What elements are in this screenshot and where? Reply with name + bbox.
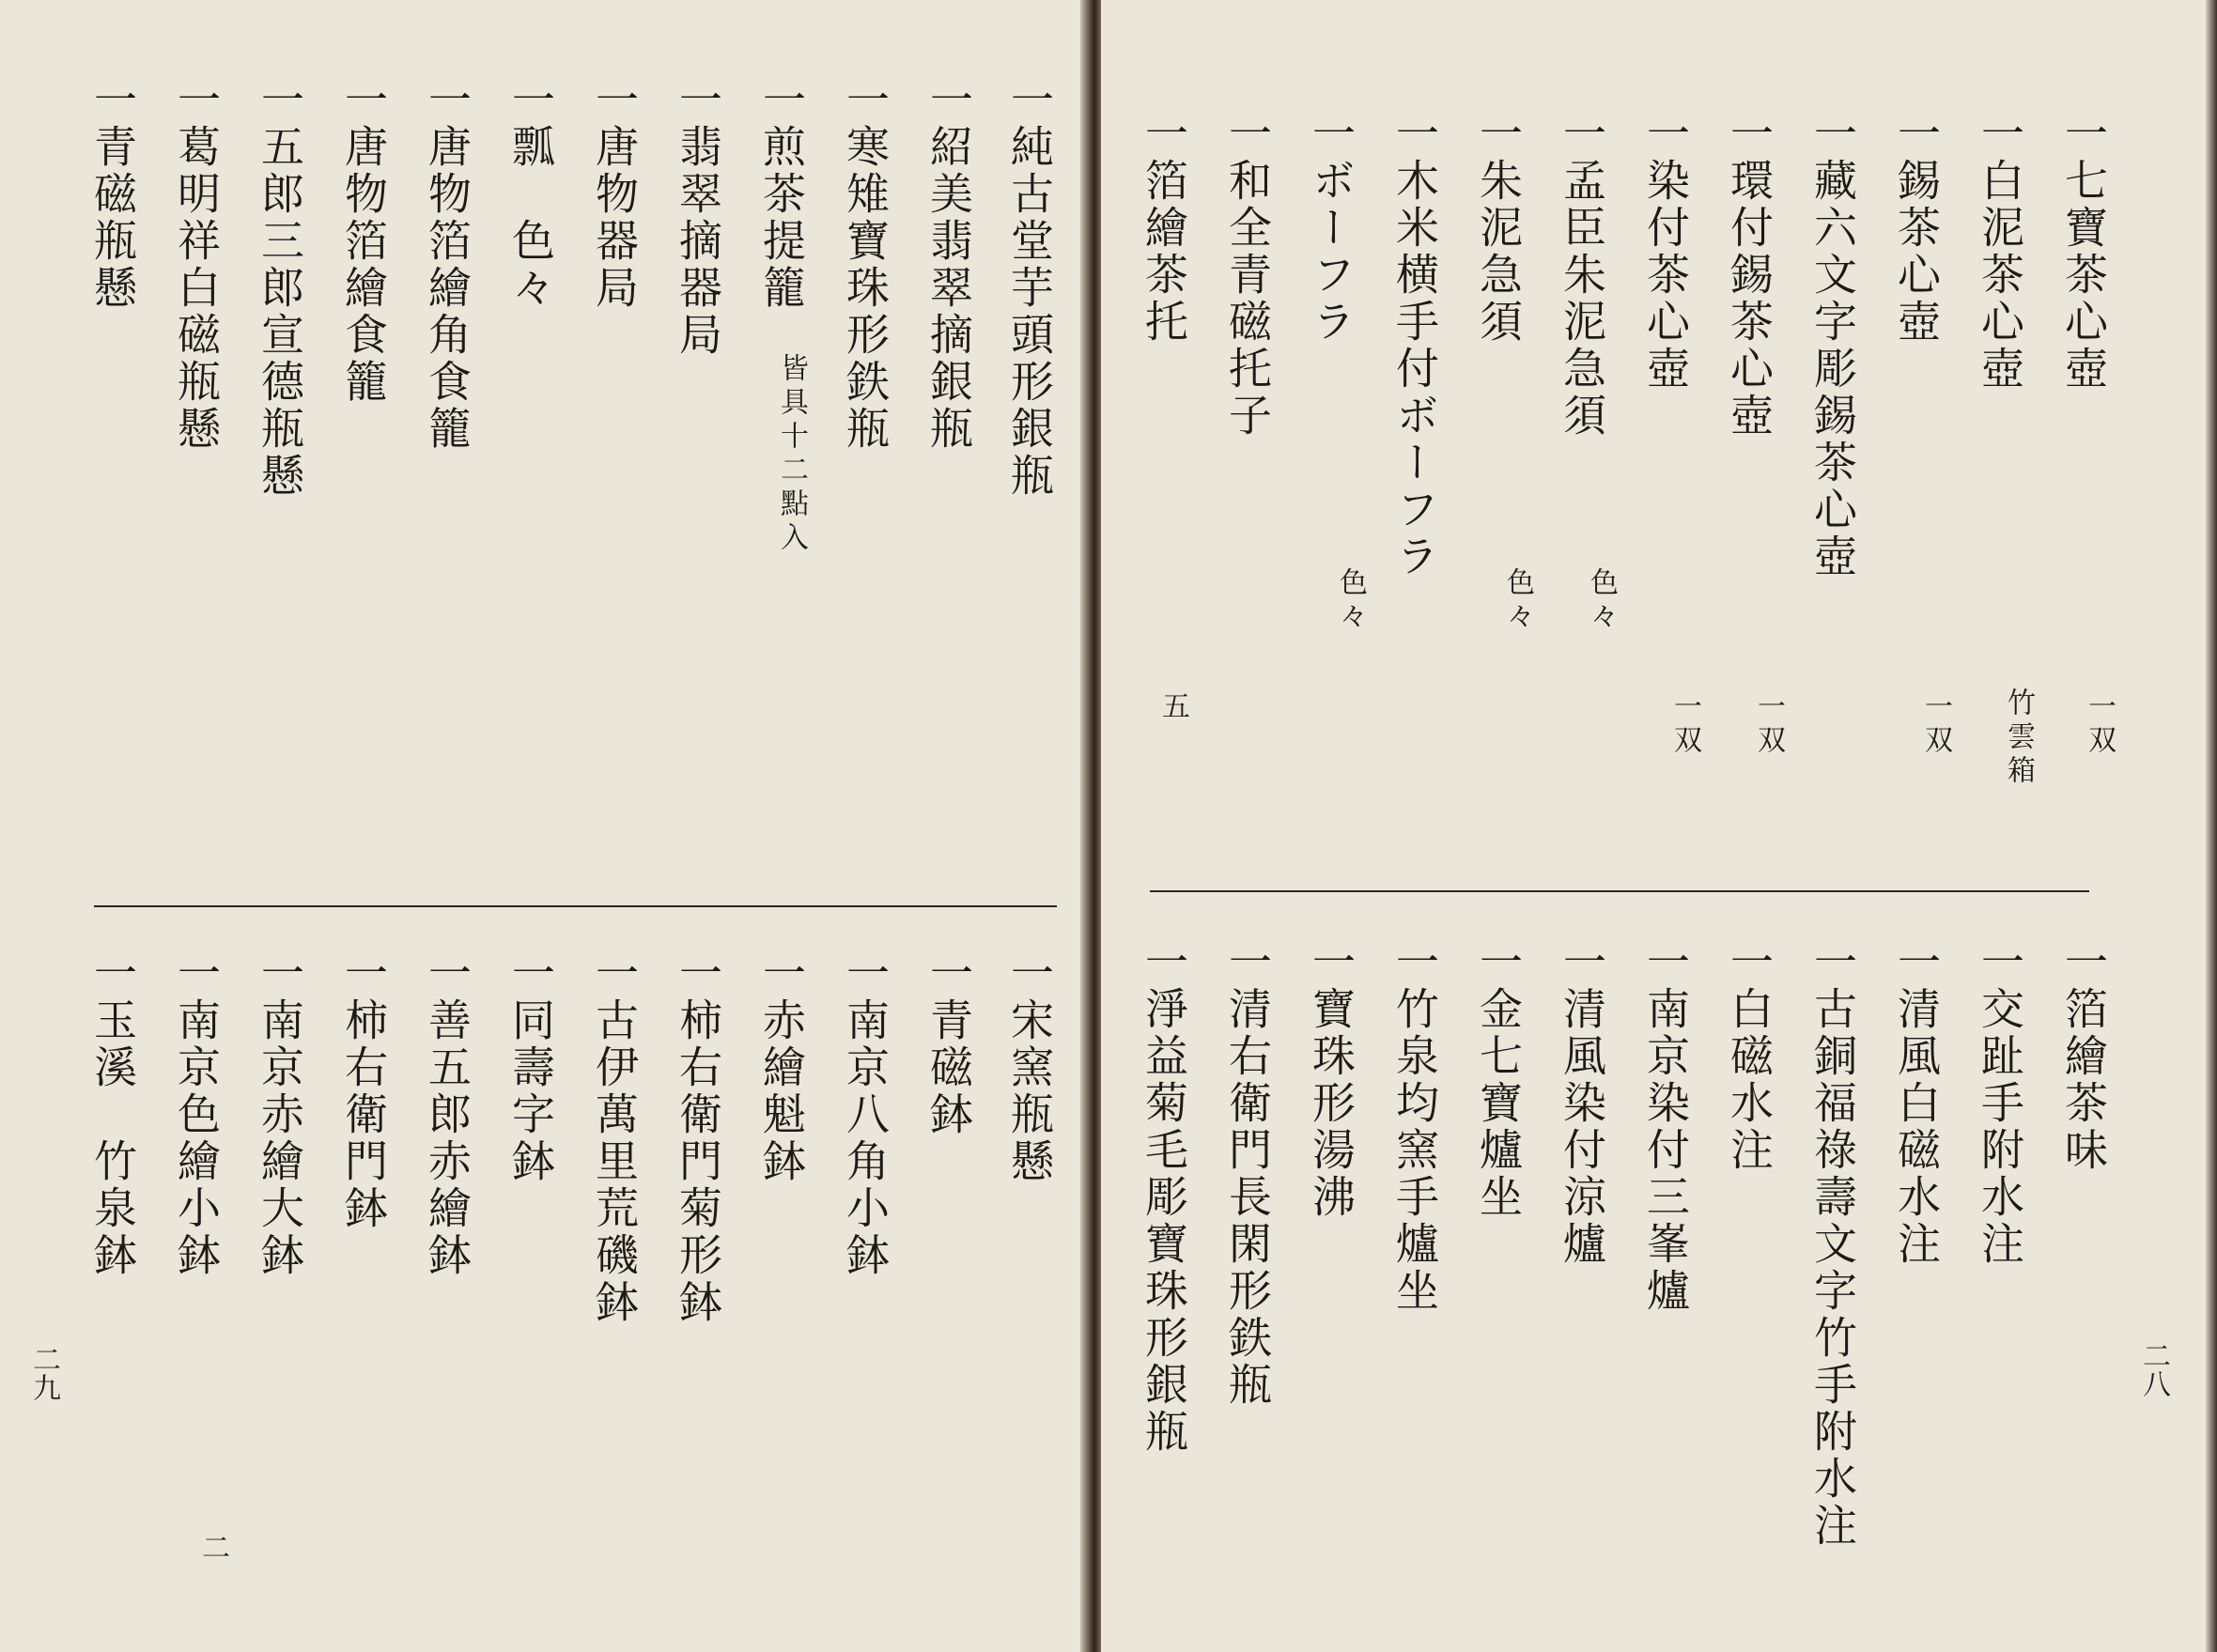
right-top-entry: 一箔繪茶托 (1139, 111, 1189, 346)
left-bottom-entry: 一南京赤繪大鉢 (255, 950, 305, 1279)
left-note: 皆具十二點入 (775, 353, 808, 556)
right-note: 色々 (1501, 567, 1534, 635)
left-top-entry: 一紹美翡翠摘銀瓶 (923, 77, 974, 453)
left-page (0, 0, 1088, 1652)
left-divider-rule (94, 905, 1057, 907)
right-bottom-entry: 一清風白磁水注 (1891, 939, 1942, 1268)
left-top-entry: 一瓢 色々 (505, 77, 556, 312)
left-bottom-entry: 一宋窯瓶懸 (1004, 950, 1055, 1185)
right-bottom-entry: 一竹泉均窯手爐坐 (1389, 939, 1440, 1315)
right-note: 一双 (1752, 691, 1785, 759)
right-bottom-entry: 一交趾手附水注 (1975, 939, 2025, 1268)
left-top-entry: 一寒雉寶珠形鉄瓶 (840, 77, 891, 453)
left-top-entry: 一葛明祥白磁瓶懸 (171, 77, 222, 453)
left-bottom-entry: 一赤繪魁鉢 (756, 950, 807, 1185)
right-bottom-entry: 一金七寶爐坐 (1473, 939, 1524, 1221)
page-edge-shadow (2206, 0, 2217, 1652)
right-page (1101, 0, 2217, 1652)
right-note: 一双 (2083, 691, 2116, 759)
right-top-entry: 一白泥茶心壺 (1975, 111, 2025, 393)
left-bottom-entry: 一古伊萬里荒磯鉢 (589, 950, 640, 1326)
right-top-entry: 一朱泥急須 (1473, 111, 1524, 346)
left-top-entry: 一煎茶提籠 (756, 77, 807, 312)
right-bottom-entry: 一白磁水注 (1724, 939, 1775, 1174)
left-bottom-marker: 二 (196, 1533, 229, 1561)
left-top-entry: 一純古堂芋頭形銀瓶 (1004, 77, 1055, 500)
right-bottom-entry: 一清風染付涼爐 (1557, 939, 1607, 1268)
right-note: 一双 (1668, 691, 1701, 759)
right-note: 色々 (1585, 567, 1618, 635)
right-page-number: 二八 (2137, 1341, 2170, 1397)
right-bottom-entry: 一淨益菊毛彫寶珠形銀瓶 (1139, 939, 1189, 1456)
right-note: 色々 (1334, 567, 1367, 635)
right-note: 竹雲箱 (2002, 687, 2035, 789)
right-top-entry: 一染付茶心壺 (1640, 111, 1691, 393)
right-note: 五 (1156, 691, 1189, 725)
left-top-entry: 一翡翠摘器局 (673, 77, 723, 359)
left-top-entry: 一青磁瓶懸 (87, 77, 138, 312)
right-bottom-entry: 一古銅福祿壽文字竹手附水注 (1807, 939, 1858, 1550)
right-bottom-entry: 一箔繪茶味 (2058, 939, 2109, 1174)
left-page-number: 二九 (27, 1345, 60, 1401)
right-top-entry: 一藏六文字彫錫茶心壺 (1807, 111, 1858, 580)
left-bottom-entry: 一同壽字鉢 (505, 950, 556, 1185)
left-bottom-entry: 一善五郎赤繪鉢 (422, 950, 473, 1279)
right-top-entry: 一木米横手付ボーフラ (1389, 111, 1440, 580)
left-top-entry: 一五郎三郎宣德瓶懸 (255, 77, 305, 500)
right-bottom-entry: 一清右衛門長閑形鉄瓶 (1222, 939, 1273, 1409)
right-divider-rule (1150, 890, 2089, 892)
left-top-entry: 一唐物箔繪角食籠 (422, 77, 473, 453)
left-top-entry: 一唐物箔繪食籠 (338, 77, 389, 406)
left-top-entry: 一唐物器局 (589, 77, 640, 312)
right-top-entry: 一七寶茶心壺 (2058, 111, 2109, 393)
left-bottom-entry: 一青磁鉢 (923, 950, 974, 1138)
right-bottom-entry: 一寶珠形湯沸 (1306, 939, 1357, 1221)
right-note: 一双 (1919, 691, 1952, 759)
left-bottom-entry: 一柿右衛門鉢 (338, 950, 389, 1232)
right-top-entry: 一錫茶心壺 (1891, 111, 1942, 346)
right-bottom-entry: 一南京染付三峯爐 (1640, 939, 1691, 1315)
left-bottom-entry: 一南京八角小鉢 (840, 950, 891, 1279)
right-top-entry: 一ボーフラ (1306, 111, 1357, 346)
right-top-entry: 一環付錫茶心壺 (1724, 111, 1775, 440)
left-bottom-entry: 一南京色繪小鉢 (171, 950, 222, 1279)
right-top-entry: 一和全青磁托子 (1222, 111, 1273, 440)
left-bottom-entry: 一柿右衛門菊形鉢 (673, 950, 723, 1326)
right-top-entry: 一孟臣朱泥急須 (1557, 111, 1607, 440)
left-bottom-entry: 一玉溪 竹泉鉢 (87, 950, 138, 1279)
